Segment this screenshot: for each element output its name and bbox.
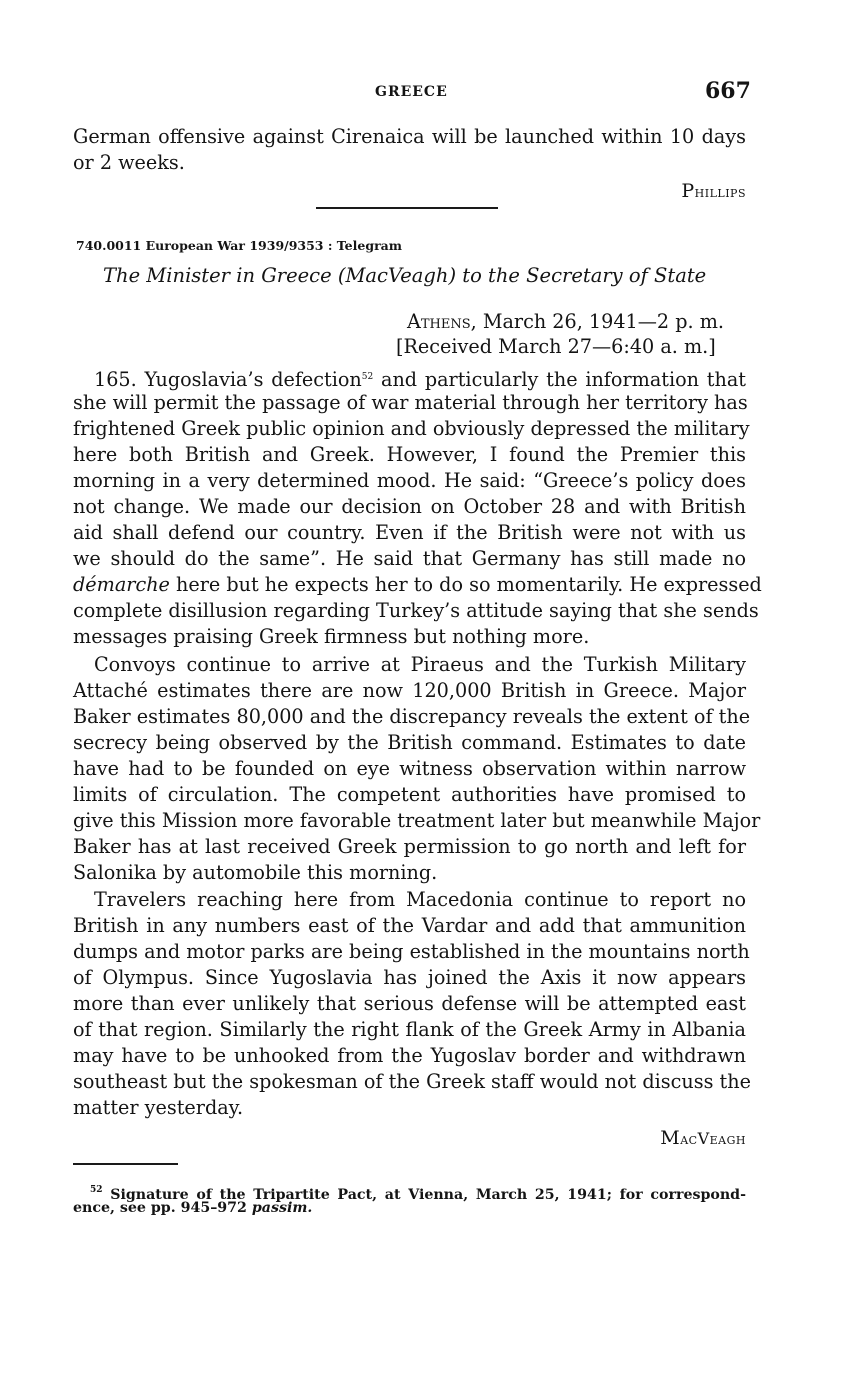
footnote-marker: 52 [90,1185,103,1195]
preceding-line-1: German offensive against Cirenaica will be launched within 10 days [73,125,746,148]
received-line: [Received March 27—6:40 a. m.] [396,335,716,358]
document-heading: The Minister in Greece (MacVeagh) to the Secretary of State [103,264,707,287]
para1-line-11: messages praising Greek firmness but nothing more. [73,625,590,648]
para1-line-9-rest: here but he expects her to do so momentarily. He expressed [169,573,762,596]
para1-line-10: complete disillusion regarding Turkey’s attitude saying that she sends [73,599,759,622]
footnote-ref: 52 [361,372,374,382]
para2-line-2: Attaché estimates there are now 120,000 British in Greece. Major [73,679,746,702]
footnote-rule [73,1163,178,1165]
para1-line-2: she will permit the passage of war material through her territory has [73,391,748,414]
dateline-date: , March 26, 1941—2 p. m. [470,310,725,333]
para2-line-1: Convoys continue to arrive at Piraeus and the Turkish Military [94,653,746,676]
para3-line-5: more than ever unlikely that serious defense will be attempted east [73,992,746,1015]
para1-line-3: frightened Greek public opinion and obviously depressed the military [73,417,750,440]
signature-macveagh: MacVeagh [660,1127,746,1149]
para2-line-7: give this Mission more favorable treatment later but meanwhile Major [73,809,761,832]
preceding-line-2: or 2 weeks. [73,151,185,174]
para2-line-8: Baker has at last received Greek permission to go north and left for [73,835,746,858]
dateline [407,310,724,333]
para1-line-4: here both British and Greek. However, I found the Premier this [73,443,746,466]
para1-text-a: 165. Yugoslavia’s defection [94,368,362,391]
dateline-place: Athens [407,310,471,333]
para2-line-4: secrecy being observed by the British command. Estimates to date [73,731,746,754]
file-reference: 740.0011 European War 1939/9353 : Telegram [76,238,402,253]
para3-line-6: of that region. Similarly the right flank of the Greek Army in Albania [73,1018,746,1041]
para3-line-4: of Olympus. Since Yugoslavia has joined the Axis it now appears [73,966,746,989]
para3-line-7: may have to be unhooked from the Yugoslav border and withdrawn [73,1044,746,1067]
para3-line-8: southeast but the spokesman of the Greek staff would not discuss the [73,1070,751,1093]
para3-line-1: Travelers reaching here from Macedonia continue to report no [94,888,746,911]
para1-line-8: we should do the same”. He said that Germany has still made no [73,547,746,570]
para3-line-3: dumps and motor parks are being established in the mountains north [73,940,750,963]
page-number: 667 [705,78,751,104]
running-head: GREECE [375,84,448,100]
signature-phillips: Phillips [681,180,746,202]
para1-line-6: not change. We made our decision on October 28 and with British [73,495,746,518]
section-divider [316,207,498,209]
para2-line-6: limits of circulation. The competent authorities have promised to [73,783,746,806]
footnote-passim: passim. [251,1200,313,1216]
para2-line-9: Salonika by automobile this morning. [73,861,438,884]
footnote-text-1: Signature of the Tripartite Pact, at Vienna, March 25, 1941; for correspond- [102,1187,746,1203]
footnote-text-2: ence, see pp. 945–972 [73,1200,252,1216]
para1-line-9 [73,572,762,598]
para2-line-5: have had to be founded on eye witness observation within narrow [73,757,746,780]
para1-line-1 [94,364,746,393]
para1-text-b: and particularly the information that [373,368,746,391]
para3-line-9: matter yesterday. [73,1096,244,1119]
footnote-line-2 [73,1199,746,1217]
para3-line-2: British in any numbers east of the Vardar and add that ammunition [73,914,746,937]
para1-line-7: aid shall defend our country. Even if the British were not with us [73,521,746,544]
para1-line-5: morning in a very determined mood. He said: “Greece’s policy does [73,469,746,492]
para2-line-3: Baker estimates 80,000 and the discrepancy reveals the extent of the [73,705,751,728]
demarche-italic: démarche [73,573,170,596]
